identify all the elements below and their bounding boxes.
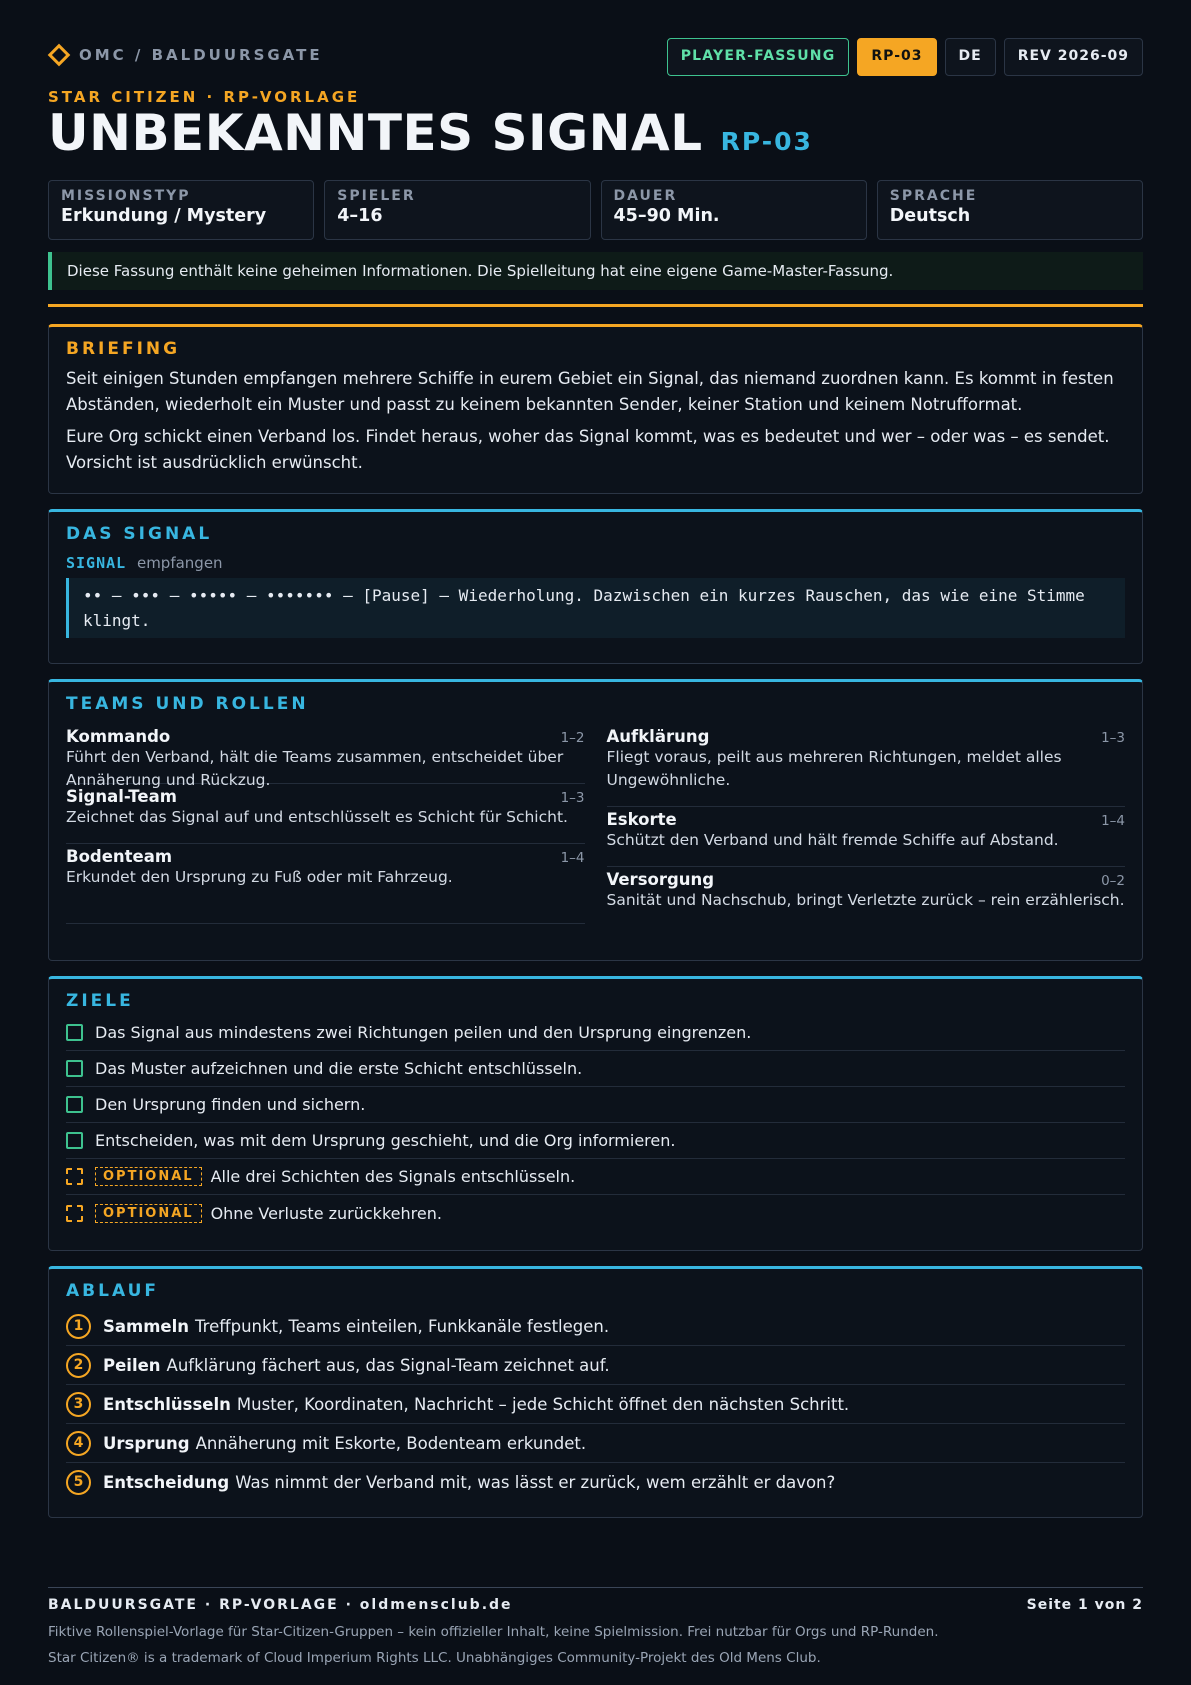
step-number: 5 — [66, 1470, 91, 1495]
footer-title: BALDUURSGATE · RP-VORLAGE · oldmensclub.de — [48, 1597, 513, 1613]
section-title: BRIEFING — [66, 339, 181, 359]
goal-item — [66, 1015, 1125, 1051]
optional-checkbox-icon[interactable] — [66, 1205, 83, 1222]
step-text: Aufklärung fächert aus, das Signal-Team zeichnet auf. — [166, 1355, 610, 1375]
footer-divider — [48, 1587, 1143, 1588]
team-name: Bodenteam — [66, 847, 173, 866]
flow-steps — [66, 1307, 1125, 1502]
brand — [48, 46, 323, 64]
section-title: DAS SIGNAL — [66, 524, 213, 544]
goal-item-optional — [66, 1195, 1125, 1231]
flow-step — [66, 1463, 1125, 1502]
page-title: UNBEKANNTES SIGNAL — [48, 104, 703, 162]
team-name: Signal-Team — [66, 787, 177, 806]
team-description: Sanität und Nachschub, bringt Verletzte zurück – rein erzählerisch. — [606, 891, 1125, 909]
meta-value: 45–90 Min. — [613, 206, 720, 226]
step-text: Was nimmt der Verband mit, was lässt er zurück, wem erzählt er davon? — [235, 1473, 836, 1492]
goal-item — [66, 1123, 1125, 1159]
goal-text: Entscheiden, was mit dem Ursprung geschieht, und die Org informieren. — [95, 1131, 676, 1150]
goal-text: Alle drei Schichten des Signals entschlüsseln. — [210, 1167, 576, 1186]
kicker: STAR CITIZEN · RP-VORLAGE — [48, 88, 361, 106]
teams-column-left — [66, 724, 585, 947]
team-name: Aufklärung — [606, 727, 710, 746]
optional-checkbox-icon[interactable] — [66, 1168, 83, 1185]
step-number: 2 — [66, 1353, 91, 1378]
team-name: Versorgung — [606, 870, 715, 889]
goal-item — [66, 1051, 1125, 1087]
signal-label: SIGNAL — [66, 554, 127, 572]
briefing-section — [48, 324, 1143, 494]
meta-card-duration — [601, 180, 867, 240]
team-row — [66, 784, 585, 844]
mission-code: RP-03 — [720, 127, 813, 156]
team-row — [66, 844, 585, 924]
meta-cards — [48, 180, 1143, 240]
team-description: Erkundet den Ursprung zu Fuß oder mit Fahrzeug. — [66, 868, 453, 886]
optional-tag: OPTIONAL — [95, 1167, 202, 1186]
section-title: TEAMS UND ROLLEN — [66, 694, 309, 714]
step-text: Treffpunkt, Teams einteilen, Funkkanäle festlegen. — [195, 1316, 610, 1336]
goal-text: Den Ursprung finden und sichern. — [95, 1095, 366, 1114]
header-bar — [48, 38, 1143, 76]
badge-group — [667, 38, 1143, 76]
step-number: 1 — [66, 1314, 91, 1339]
team-count: 1–3 — [1101, 730, 1125, 746]
notice-banner: Diese Fassung enthält keine geheimen Informationen. Die Spielleitung hat eine eigene Game-Master-Fassung. — [48, 252, 1143, 290]
meta-label: SPRACHE — [889, 188, 978, 204]
team-name: Kommando — [66, 727, 171, 746]
signal-header — [66, 554, 1125, 572]
signal-transcript: •• – ••• – ••••• – ••••••• – [Pause] – Wiederholung. Dazwischen ein kurzes Rauschen, das wie eine Stimme klingt. — [66, 578, 1125, 638]
goal-text: Das Signal aus mindestens zwei Richtungen peilen und den Ursprung eingrenzen. — [95, 1023, 752, 1042]
flow-section — [48, 1266, 1143, 1518]
meta-card-language — [877, 180, 1143, 240]
goals-list — [66, 1015, 1125, 1231]
footer-disclaimer: Fiktive Rollenspiel-Vorlage für Star-Citizen-Gruppen – kein offizieller Inhalt, keine Spielmission. Frei nutzbar für Orgs und RP-Runden. — [48, 1624, 939, 1640]
step-name: Ursprung — [103, 1433, 190, 1453]
team-count: 1–4 — [560, 850, 585, 866]
goal-item — [66, 1087, 1125, 1123]
team-row — [607, 807, 1126, 867]
teams-grid — [66, 724, 1125, 947]
meta-value: Erkundung / Mystery — [61, 206, 267, 226]
checkbox-icon[interactable] — [66, 1132, 83, 1149]
badge-code: RP-03 — [857, 38, 936, 76]
goal-text: Ohne Verluste zurückkehren. — [210, 1203, 442, 1223]
signal-section — [48, 509, 1143, 664]
team-description: Führt den Verband, hält die Teams zusammen, entscheidet über Annäherung und Rückzug. — [66, 748, 564, 789]
badge-language: DE — [945, 38, 996, 76]
section-divider — [48, 304, 1143, 307]
team-count: 1–2 — [560, 730, 585, 746]
diamond-logo-icon — [48, 44, 71, 67]
team-description: Fliegt voraus, peilt aus mehreren Richtungen, meldet alles Ungewöhnliche. — [606, 748, 1062, 789]
step-name: Sammeln — [103, 1316, 189, 1336]
step-name: Entscheidung — [103, 1473, 230, 1492]
step-text: Muster, Koordinaten, Nachricht – jede Schicht öffnet den nächsten Schritt. — [236, 1394, 850, 1414]
flow-step — [66, 1346, 1125, 1385]
brand-text: OMC / BALDUURSGATE — [79, 46, 323, 64]
document-page — [48, 0, 1143, 1685]
step-text: Annäherung mit Eskorte, Bodenteam erkundet. — [195, 1433, 587, 1453]
flow-step — [66, 1307, 1125, 1346]
goal-text: Das Muster aufzeichnen und die erste Schicht entschlüsseln. — [95, 1059, 583, 1078]
section-title: ABLAUF — [66, 1281, 159, 1301]
meta-value: 4–16 — [337, 206, 383, 226]
briefing-paragraph: Eure Org schickt einen Verband los. Findet heraus, woher das Signal kommt, was es bedeutet und wer – oder was – es sendet. Vorsicht ist ausdrücklich erwünscht. — [66, 427, 1110, 472]
team-count: 1–3 — [560, 790, 585, 806]
goal-item-optional — [66, 1159, 1125, 1195]
meta-card-mission-type — [48, 180, 314, 240]
meta-label: DAUER — [613, 188, 678, 204]
meta-label: SPIELER — [337, 188, 416, 204]
checkbox-icon[interactable] — [66, 1060, 83, 1077]
page-number: Seite 1 von 2 — [1026, 1597, 1143, 1613]
step-number: 4 — [66, 1431, 91, 1456]
checkbox-icon[interactable] — [66, 1024, 83, 1041]
team-row — [607, 724, 1126, 807]
team-count: 0–2 — [1101, 873, 1125, 889]
section-title: ZIELE — [66, 991, 134, 1011]
meta-label: MISSIONSTYP — [61, 188, 191, 204]
flow-step — [66, 1385, 1125, 1424]
badge-player-version: PLAYER-FASSUNG — [667, 38, 850, 76]
meta-value: Deutsch — [889, 206, 971, 226]
checkbox-icon[interactable] — [66, 1096, 83, 1113]
briefing-paragraph: Seit einigen Stunden empfangen mehrere Schiffe in eurem Gebiet ein Signal, das niemand zuordnen kann. Es kommt in festen Abständen, wiederholt ein Muster und passt zu keinem bekannten Sender, keiner Station und keinem Notrufformat. — [66, 369, 1114, 414]
signal-status: empfangen — [136, 554, 223, 572]
team-name: Eskorte — [606, 810, 677, 829]
meta-card-players — [324, 180, 590, 240]
step-name: Peilen — [103, 1355, 161, 1375]
team-count: 1–4 — [1101, 813, 1125, 829]
team-description: Schützt den Verband und hält fremde Schiffe auf Abstand. — [606, 831, 1059, 849]
step-number: 3 — [66, 1392, 91, 1417]
teams-section — [48, 679, 1143, 961]
team-description: Zeichnet das Signal auf und entschlüsselt es Schicht für Schicht. — [66, 808, 568, 826]
badge-revision: REV 2026-09 — [1004, 38, 1143, 76]
title-row — [48, 104, 813, 162]
step-name: Entschlüsseln — [103, 1394, 231, 1414]
optional-tag: OPTIONAL — [95, 1204, 202, 1223]
team-row — [66, 724, 585, 789]
footer-trademark: Star Citizen® is a trademark of Cloud Imperium Rights LLC. Unabhängiges Community-Projekt des Old Mens Club. — [48, 1650, 821, 1666]
goals-section — [48, 976, 1143, 1251]
team-row — [607, 867, 1126, 947]
flow-step — [66, 1424, 1125, 1463]
teams-column-right — [607, 724, 1126, 947]
